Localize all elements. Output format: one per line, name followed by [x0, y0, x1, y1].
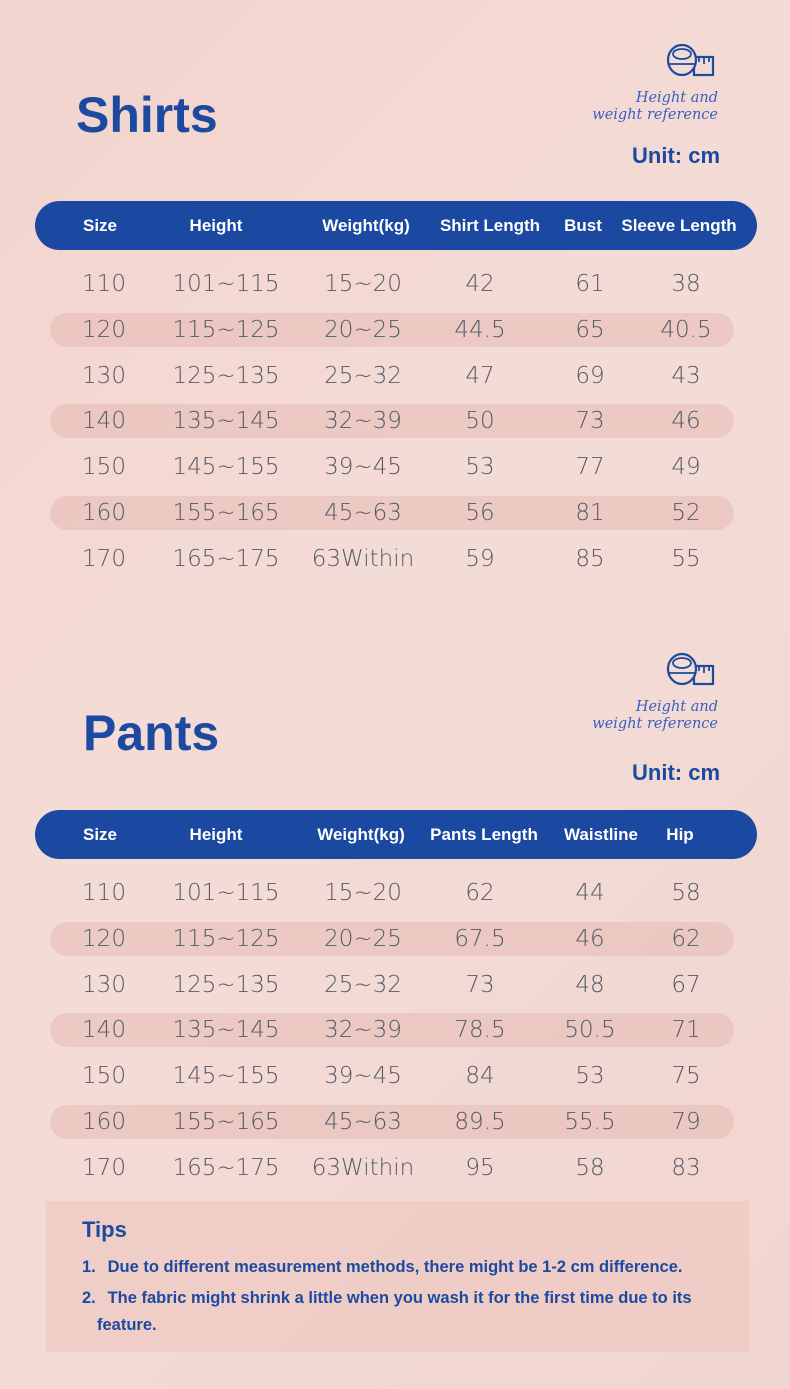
table-cell: 15~20 [324, 880, 402, 906]
table-cell: 61 [575, 271, 605, 297]
table-cell: 135~145 [172, 1017, 280, 1044]
tip-1-number: 1. [82, 1258, 96, 1276]
table-cell: 160 [82, 500, 126, 526]
table-cell: 77 [575, 454, 605, 481]
shirts-title: Shirts [76, 87, 218, 143]
table-cell: 89.5 [454, 1109, 506, 1135]
header-hip: Hip [666, 825, 694, 844]
table-cell: 20~25 [324, 316, 402, 343]
table-row [0, 1013, 790, 1047]
pants-reference [568, 649, 718, 739]
table-cell: 71 [671, 1017, 701, 1044]
table-cell: 25~32 [324, 362, 402, 389]
table-cell: 78.5 [454, 1017, 506, 1044]
table-cell: 150 [82, 1063, 126, 1090]
table-cell: 32~39 [324, 1017, 402, 1044]
tips-box [46, 1201, 749, 1352]
table-cell: 45~63 [324, 1109, 402, 1135]
table-cell: 67 [671, 971, 701, 998]
tip-1 [82, 1254, 742, 1281]
header-weight: Weight(kg) [322, 216, 410, 235]
table-cell: 160 [82, 1109, 126, 1135]
reference-line-1: Height and [635, 90, 718, 106]
table-cell: 84 [465, 1063, 495, 1090]
table-cell: 58 [575, 1154, 605, 1181]
reference-label [592, 699, 718, 733]
table-cell: 20~25 [324, 925, 402, 952]
table-row [0, 968, 790, 1002]
table-cell: 32~39 [324, 408, 402, 435]
table-cell: 125~135 [172, 971, 280, 998]
table-cell: 58 [671, 880, 701, 906]
table-cell: 43 [671, 362, 701, 389]
table-cell: 75 [671, 1063, 701, 1090]
table-cell: 165~175 [172, 545, 280, 572]
table-cell: 130 [82, 971, 126, 998]
header-waistline: Waistline [564, 825, 638, 844]
tip-1-text: Due to different measurement methods, there might be 1-2 cm difference. [107, 1258, 683, 1276]
pants-unit: Unit: cm [632, 760, 720, 785]
table-cell: 49 [671, 454, 701, 481]
table-cell: 40.5 [660, 316, 712, 343]
table-cell: 67.5 [454, 925, 506, 952]
table-cell: 55.5 [564, 1109, 616, 1135]
table-cell: 150 [82, 454, 126, 481]
tip-2-text-line-1: The fabric might shrink a little when you wash it for the first time due to its [107, 1289, 692, 1307]
table-cell: 101~115 [172, 271, 280, 297]
table-cell: 73 [465, 971, 495, 998]
table-cell: 115~125 [172, 925, 280, 952]
table-cell: 135~145 [172, 408, 280, 435]
table-row [0, 1151, 790, 1185]
table-cell: 42 [465, 271, 495, 297]
table-cell: 110 [82, 880, 126, 906]
pants-table-header [35, 810, 757, 859]
table-cell: 46 [671, 408, 701, 435]
header-size: Size [82, 216, 118, 235]
tip-2-text-line-2: feature. [97, 1316, 157, 1334]
table-cell: 145~155 [172, 454, 280, 481]
header-pants-length: Pants Length [430, 825, 538, 844]
reference-line-2: weight reference [592, 107, 718, 123]
table-cell: 140 [82, 408, 126, 435]
table-cell: 170 [82, 1154, 126, 1181]
table-cell: 81 [575, 500, 605, 526]
header-size: Size [82, 825, 118, 844]
table-row [0, 1059, 790, 1093]
table-cell: 85 [575, 545, 605, 572]
table-cell: 130 [82, 362, 126, 389]
table-cell: 155~165 [172, 500, 280, 526]
table-cell: 59 [465, 545, 495, 572]
table-row [0, 922, 790, 956]
table-cell: 120 [82, 925, 126, 952]
table-cell: 45~63 [324, 500, 402, 526]
table-cell: 53 [575, 1063, 605, 1090]
table-cell: 44 [575, 880, 605, 906]
shirts-unit: Unit: cm [632, 143, 720, 168]
header-sleeve-length: Sleeve Length [621, 216, 737, 235]
table-cell: 62 [671, 925, 701, 952]
table-cell: 83 [671, 1154, 701, 1181]
table-cell: 69 [575, 362, 605, 389]
header-shirt-length: Shirt Length [439, 216, 541, 235]
table-cell: 25~32 [324, 971, 402, 998]
table-cell: 63Within [311, 1154, 415, 1181]
table-row [0, 876, 790, 910]
tip-2 [82, 1285, 742, 1339]
reference-line-2: weight reference [592, 716, 718, 732]
tips-title: Tips [82, 1217, 127, 1242]
table-cell: 110 [82, 271, 126, 297]
table-cell: 170 [82, 545, 126, 572]
tip-2-number: 2. [82, 1289, 96, 1307]
table-cell: 53 [465, 454, 495, 481]
table-cell: 48 [575, 971, 605, 998]
header-height: Height [189, 825, 243, 844]
table-row [0, 1105, 790, 1139]
table-cell: 125~135 [172, 362, 280, 389]
table-cell: 39~45 [324, 1063, 402, 1090]
table-cell: 39~45 [324, 454, 402, 481]
table-cell: 56 [465, 500, 495, 526]
table-cell: 115~125 [172, 316, 280, 343]
table-cell: 120 [82, 316, 126, 343]
table-cell: 140 [82, 1017, 126, 1044]
tape-measure-icon [666, 649, 716, 689]
reference-line-1: Height and [635, 699, 718, 715]
table-cell: 62 [465, 880, 495, 906]
table-cell: 47 [465, 362, 495, 389]
table-cell: 38 [671, 271, 701, 297]
table-cell: 63Within [311, 545, 415, 572]
table-cell: 15~20 [324, 271, 402, 297]
table-cell: 44.5 [454, 316, 506, 343]
table-cell: 101~115 [172, 880, 280, 906]
table-cell: 145~155 [172, 1063, 280, 1090]
table-cell: 50.5 [564, 1017, 616, 1044]
table-cell: 65 [575, 316, 605, 343]
table-cell: 73 [575, 408, 605, 435]
table-cell: 46 [575, 925, 605, 952]
table-cell: 155~165 [172, 1109, 280, 1135]
header-weight: Weight(kg) [317, 825, 405, 844]
table-cell: 79 [671, 1109, 701, 1135]
header-height: Height [189, 216, 243, 235]
table-cell: 52 [671, 500, 701, 526]
table-cell: 50 [465, 408, 495, 435]
header-bust: Bust [564, 216, 602, 235]
table-cell: 95 [465, 1154, 495, 1181]
table-cell: 165~175 [172, 1154, 280, 1181]
pants-title: Pants [83, 705, 220, 761]
table-cell: 55 [671, 545, 701, 572]
